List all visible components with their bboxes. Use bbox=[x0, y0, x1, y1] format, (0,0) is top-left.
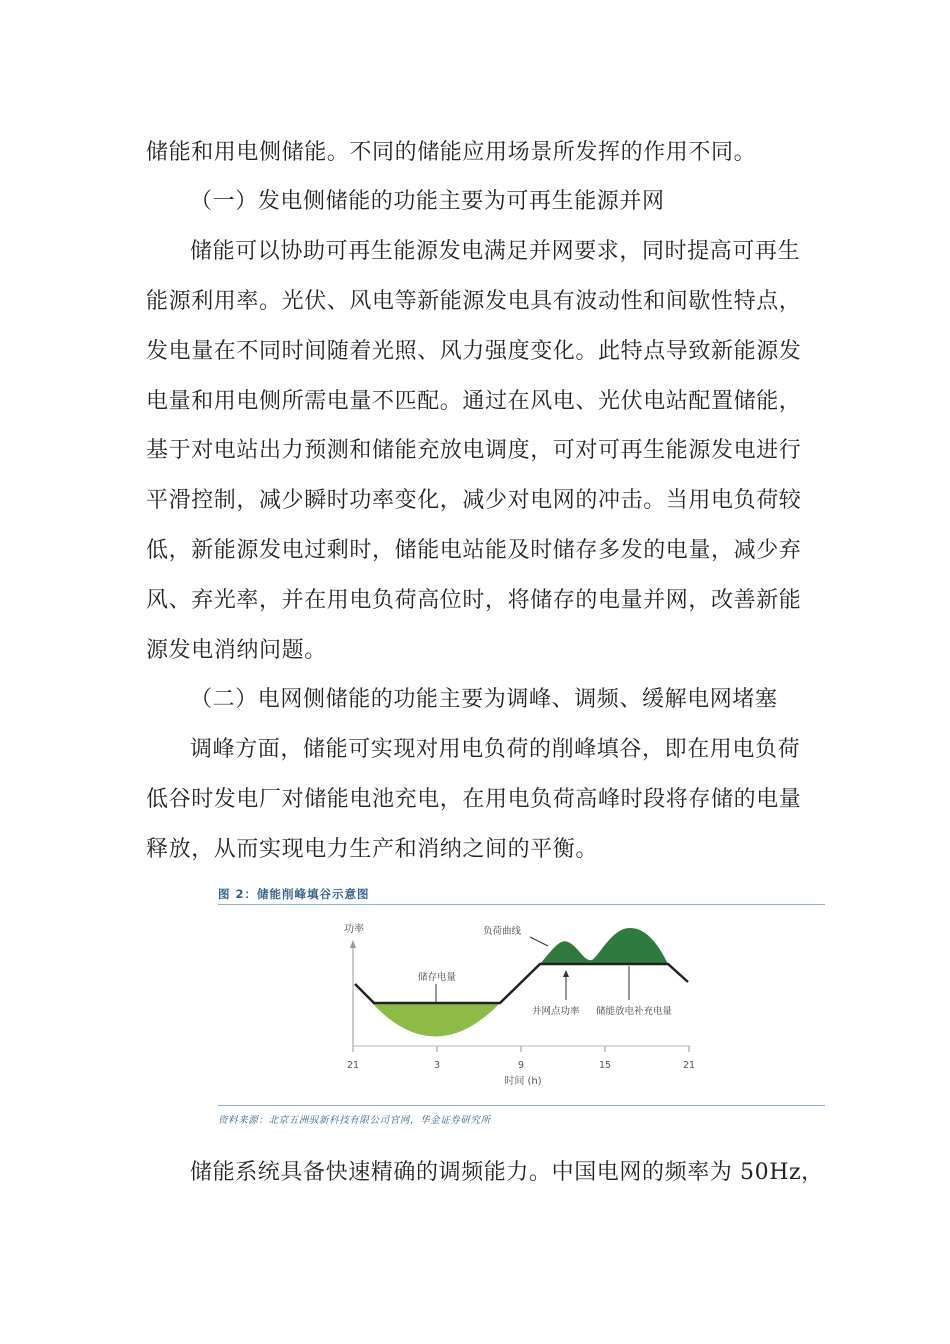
charge-label: 储存电量 bbox=[418, 972, 457, 983]
section-heading: （一）发电侧储能的功能主要为可再生能源并网 bbox=[190, 189, 665, 214]
x-tick-label: 15 bbox=[598, 1060, 612, 1071]
grid-point-arrow-icon bbox=[563, 970, 569, 977]
section-heading: （二）电网侧储能的功能主要为调峰、调频、缓解电网堵塞 bbox=[190, 687, 778, 712]
load-line bbox=[355, 964, 688, 1003]
curve-leader bbox=[530, 937, 548, 946]
paragraph-line: 发电量在不同时间随着光照、风力强度变化。此特点导致新能源发 bbox=[146, 339, 802, 364]
x-tick-label: 21 bbox=[346, 1060, 360, 1071]
curve-label: 负荷曲线 bbox=[483, 926, 522, 937]
x-tick-label: 3 bbox=[433, 1060, 441, 1071]
paragraph-line: 基于对电站出力预测和储能充放电调度，可对可再生能源发电进行 bbox=[146, 438, 802, 463]
grid-point-label: 并网点功率 bbox=[532, 1006, 580, 1017]
discharge-area bbox=[540, 928, 668, 964]
x-ticks bbox=[353, 1046, 689, 1052]
figure-bottom-rule bbox=[218, 1105, 825, 1106]
paragraph-line: 储能系统具备快速精确的调频能力。中国电网的频率为 50Hz， bbox=[190, 1160, 824, 1185]
paragraph-line: 低，新能源发电过剩时，储能电站能及时储存多发的电量，减少弃 bbox=[146, 538, 802, 563]
paragraph-line: 释放，从而实现电力生产和消纳之间的平衡。 bbox=[146, 837, 599, 862]
paragraph-line: 平滑控制，减少瞬时功率变化，减少对电网的冲击。当用电负荷较 bbox=[146, 488, 802, 513]
y-axis-label: 功率 bbox=[344, 924, 364, 935]
figure-source: 资料来源：北京五洲驭新科技有限公司官网，华金证券研究所 bbox=[218, 1115, 491, 1126]
discharge-label: 储能放电补充电量 bbox=[596, 1006, 673, 1017]
paragraph-line: 源发电消纳问题。 bbox=[146, 638, 327, 663]
paragraph-line: 低谷时发电厂对储能电池充电，在用电负荷高峰时段将存储的电量 bbox=[146, 787, 802, 812]
paragraph-line: 电量和用电侧所需电量不匹配。通过在风电、光伏电站配置储能， bbox=[146, 389, 802, 414]
paragraph-line: 能源利用率。光伏、风电等新能源发电具有波动性和间歇性特点， bbox=[146, 289, 802, 314]
paragraph-line: 风、弃光率，并在用电负荷高位时，将储存的电量并网，改善新能 bbox=[146, 588, 802, 613]
figure-title: 图 2：储能削峰填谷示意图 bbox=[218, 887, 370, 901]
paragraph-line: 储能可以协助可再生能源发电满足并网要求，同时提高可再生 bbox=[190, 239, 801, 264]
x-tick-label: 9 bbox=[517, 1060, 525, 1071]
charge-area bbox=[372, 1003, 500, 1037]
paragraph-line: 储能和用电侧储能。不同的储能应用场景所发挥的作用不同。 bbox=[146, 140, 757, 165]
paragraph-line: 调峰方面，储能可实现对用电负荷的削峰填谷，即在用电负荷 bbox=[190, 737, 801, 762]
x-axis-label: 时间 (h) bbox=[504, 1076, 542, 1087]
y-axis-arrow-icon bbox=[350, 940, 356, 948]
x-tick-label: 21 bbox=[682, 1060, 696, 1071]
